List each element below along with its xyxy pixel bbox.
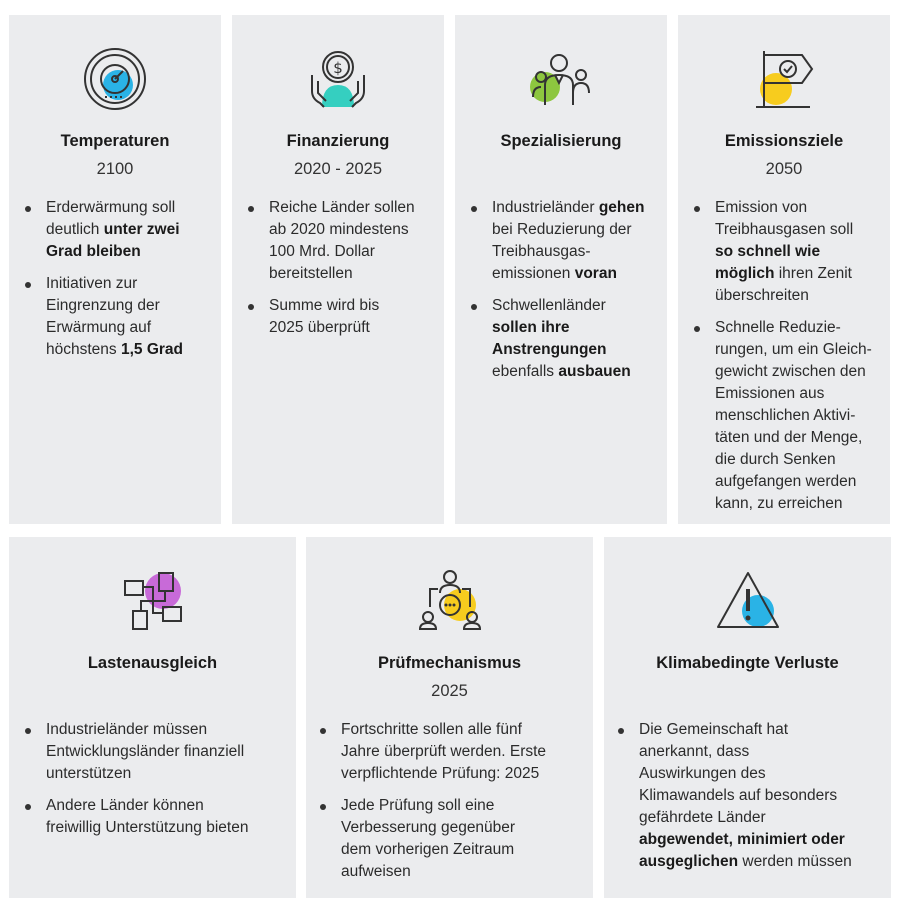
line: Die Gemeinschaft hat xyxy=(639,721,789,738)
thermometer-gauge-icon xyxy=(81,45,149,113)
line: Auswirkungen des xyxy=(639,765,766,782)
line: überschreiten xyxy=(715,287,809,304)
line: emissionen xyxy=(492,265,575,282)
line: Emission von xyxy=(715,199,808,216)
people-group-icon xyxy=(527,45,595,113)
line: Emissionen aus xyxy=(715,385,825,402)
line: Jede Prüfung soll eine xyxy=(341,797,495,814)
card-spezialisierung xyxy=(455,15,667,524)
line: Summe wird bis xyxy=(269,297,380,314)
bullet-list xyxy=(469,197,663,393)
card-year: 2025 xyxy=(431,682,468,700)
line: rungen, um ein Gleich- xyxy=(715,341,872,358)
line-bold: gehen xyxy=(598,199,645,216)
line: Erderwärmung soll xyxy=(46,199,176,216)
line-bold: abgewendet, minimiert oder xyxy=(639,831,845,848)
warning-triangle-icon xyxy=(714,567,782,635)
line: Eingrenzung der xyxy=(46,297,160,314)
line: Industrieländer müssen xyxy=(46,721,208,738)
bullet-list xyxy=(23,719,291,849)
line: ihren Zenit xyxy=(774,265,852,282)
bullet-list xyxy=(692,197,888,525)
line: werden müssen xyxy=(738,853,852,870)
card-temperaturen xyxy=(9,15,221,524)
line: Schwellenländer xyxy=(492,297,606,314)
flag-check-icon xyxy=(750,45,818,113)
line: ab 2020 mindestens xyxy=(269,221,409,238)
bullet-list xyxy=(246,197,438,349)
card-title: Klimabedingte Verluste xyxy=(656,654,839,672)
money-hands-icon xyxy=(304,45,372,113)
line: verpflichtende Prüfung: 2025 xyxy=(341,765,540,782)
bullet-item xyxy=(469,295,663,383)
line-bold: Grad bleiben xyxy=(46,243,141,260)
line: anerkannt, dass xyxy=(639,743,750,760)
card-year: 2100 xyxy=(96,160,134,178)
line: freiwillig Unterstützung bieten xyxy=(46,819,249,836)
card-klimabedingte-verluste xyxy=(604,537,891,898)
line: die durch Senken xyxy=(715,451,836,468)
line-bold: sollen ihre xyxy=(492,319,570,336)
card-title: Prüfmechanismus xyxy=(377,654,522,672)
line: Fortschritte sollen alle fünf xyxy=(341,721,522,738)
line-bold: ausgeglichen xyxy=(639,853,739,870)
line: unterstützen xyxy=(46,765,132,782)
line: ebenfalls xyxy=(492,363,559,380)
card-emissionsziele xyxy=(678,15,890,524)
line: menschlichen Aktivi- xyxy=(715,407,856,424)
card-title: Emissionsziele xyxy=(724,132,844,150)
line: Reiche Länder sollen xyxy=(269,199,415,216)
line: aufweisen xyxy=(341,863,411,880)
card-year: 2050 xyxy=(765,160,803,178)
card-lastenausgleich xyxy=(9,537,296,898)
line: 2025 überprüft xyxy=(269,319,370,336)
line-bold: so schnell wie xyxy=(715,243,821,260)
bullet-item xyxy=(246,295,438,339)
card-finanzierung xyxy=(232,15,444,524)
line: höchstens xyxy=(46,341,121,358)
line: Entwicklungsländer finanziell xyxy=(46,743,245,760)
line-bold: unter zwei xyxy=(103,221,180,238)
bullet-list xyxy=(616,719,886,883)
line: bei Reduzierung der xyxy=(492,221,632,238)
bullet-item xyxy=(318,795,588,883)
line: kann, zu erreichen xyxy=(715,495,843,512)
line: Schnelle Reduzie- xyxy=(715,319,841,336)
line: Industrieländer xyxy=(492,199,599,216)
line: deutlich xyxy=(46,221,104,238)
line: Treibhausgasen soll xyxy=(715,221,854,238)
line: Andere Länder können xyxy=(46,797,204,814)
line-bold: Anstrengungen xyxy=(492,341,607,358)
card-title: Temperaturen xyxy=(60,132,170,150)
line-bold: möglich xyxy=(715,265,775,282)
line: 100 Mrd. Dollar xyxy=(269,243,375,260)
bullet-item xyxy=(23,795,291,839)
line-bold: voran xyxy=(574,265,617,282)
line: Jahre überprüft werden. Erste xyxy=(341,743,547,760)
line: Verbesserung gegenüber xyxy=(341,819,516,836)
bullet-item xyxy=(23,719,291,785)
card-title: Finanzierung xyxy=(286,132,390,150)
bullet-item xyxy=(692,197,888,307)
line: Erwärmung auf xyxy=(46,319,152,336)
line-bold: ausbauen xyxy=(558,363,631,380)
line: aufgefangen werden xyxy=(715,473,857,490)
card-title: Lastenausgleich xyxy=(87,654,218,672)
line: dem vorherigen Zeitraum xyxy=(341,841,515,858)
line: bereitstellen xyxy=(269,265,353,282)
card-pruefmechanismus xyxy=(306,537,593,898)
line-bold: 1,5 Grad xyxy=(120,341,183,358)
bullet-item xyxy=(246,197,438,285)
bullet-item xyxy=(692,317,888,515)
bullet-item xyxy=(23,197,213,263)
bullet-item xyxy=(318,719,588,785)
line: täten und der Menge, xyxy=(715,429,863,446)
bullet-list xyxy=(23,197,213,371)
line: gefährdete Länder xyxy=(639,809,766,826)
bullet-item xyxy=(469,197,663,285)
joined-hands-icon xyxy=(119,567,187,635)
review-network-icon xyxy=(416,567,484,635)
line: Initiativen zur xyxy=(46,275,138,292)
line: gewicht zwischen den xyxy=(715,363,866,380)
bullet-item xyxy=(616,719,886,873)
svg-text:$: $ xyxy=(333,59,343,77)
card-year: 2020 - 2025 xyxy=(293,160,383,178)
card-title: Spezialisierung xyxy=(500,132,622,150)
line: Klimawandels auf besonders xyxy=(639,787,838,804)
bullet-item xyxy=(23,273,213,361)
line: Treibhausgas- xyxy=(492,243,591,260)
bullet-list xyxy=(318,719,588,893)
